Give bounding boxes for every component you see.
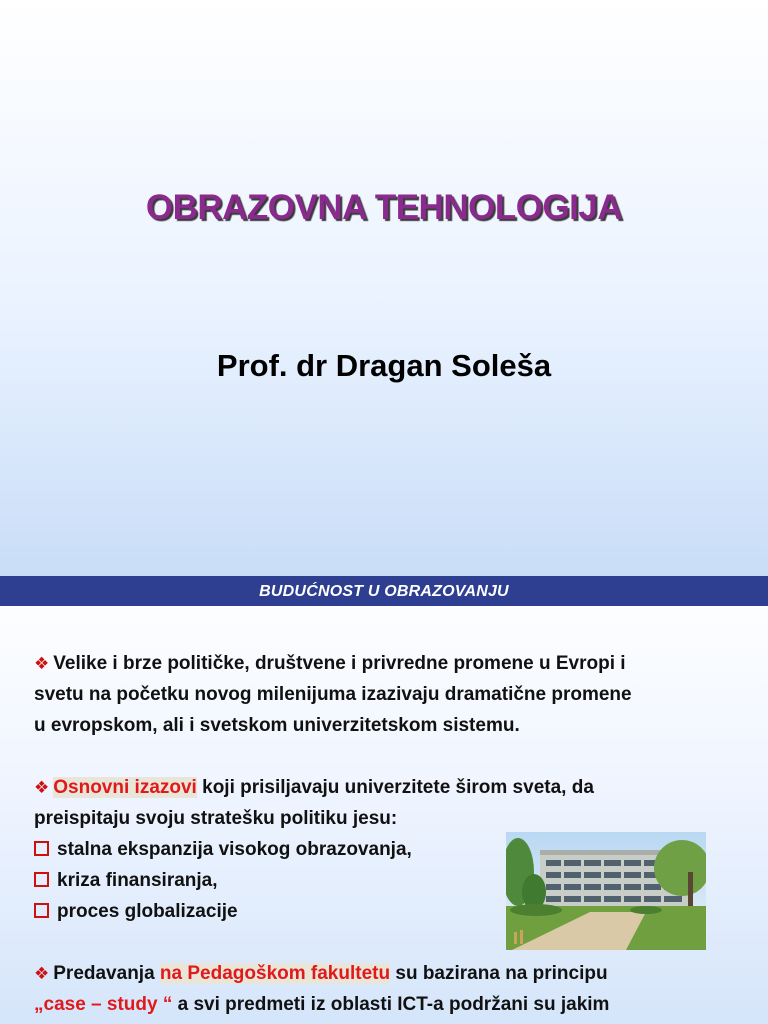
p1-line2: svetu na početku novog milenijuma izazivaju dramatične promene <box>34 684 632 705</box>
paragraph-3 <box>34 958 724 1020</box>
list-item: stalna ekspanzija visokog obrazovanja, <box>34 839 412 860</box>
p2-line1-rest: koji prisiljavaju univerzitete širom sveta, da <box>196 777 594 798</box>
diamond-bullet-icon: ❖ <box>34 964 50 983</box>
author-name: Prof. dr Dragan Soleša <box>216 348 552 383</box>
square-bullet-icon <box>34 903 49 918</box>
list-item: proces globalizacije <box>34 901 238 922</box>
diamond-bullet-icon: ❖ <box>34 654 50 673</box>
square-bullet-icon <box>34 872 49 887</box>
square-bullet-icon <box>34 841 49 856</box>
p3-part3: a svi predmeti iz oblasti ICT-a podržani su jakim <box>172 994 610 1015</box>
faculty-building-photo <box>506 832 706 950</box>
p1-line1: Velike i brze političke, društvene i privredne promene u Evropi i <box>53 653 626 674</box>
p3-part2: su bazirana na principu <box>390 963 608 984</box>
list-item: kriza finansiranja, <box>34 870 218 891</box>
highlight-pedagoski-fakultet: na Pedagoškom fakultetu <box>159 963 391 984</box>
content-slide <box>0 576 768 1024</box>
presentation-title: OBRAZOVNA TEHNOLOGIJA <box>145 188 623 227</box>
highlight-osnovni-izazovi: Osnovni izazovi <box>53 777 197 798</box>
slide-header-band: BUDUĆNOST U OBRAZOVANJU <box>0 576 768 606</box>
p1-line3: u evropskom, ali i svetskom univerzitetskom sistemu. <box>34 715 520 736</box>
p2-line2: preispitaju svoju stratešku politiku jesu: <box>34 808 398 829</box>
paragraph-1 <box>34 648 724 741</box>
p3-part1: Predavanja <box>53 963 160 984</box>
diamond-bullet-icon: ❖ <box>34 778 50 797</box>
case-study-quote: „case – study “ <box>34 994 173 1015</box>
